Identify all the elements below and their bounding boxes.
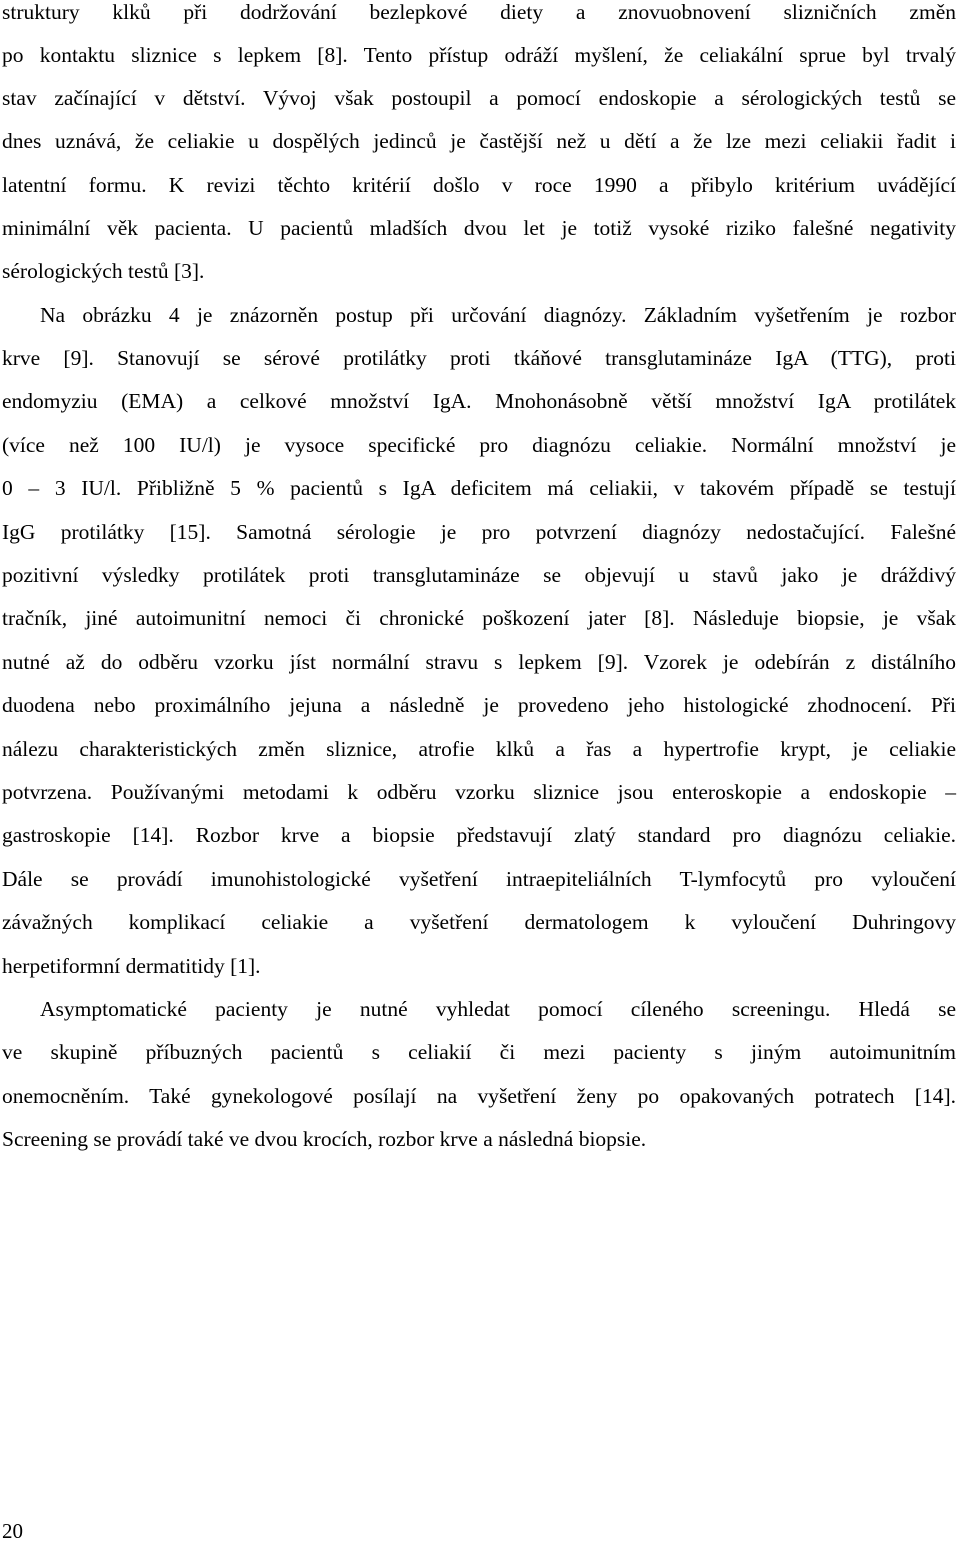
text-line: duodena nebo proximálního jejuna a následně je provedeno jeho histologické zhodnocení. Při [2,693,956,717]
text-line: 0 – 3 IU/l. Přibližně 5 % pacientů s IgA deficitem má celiakii, v takovém případě se testují [2,476,956,500]
text-line: pozitivní výsledky protilátek proti transglutamináze se objevují u stavů jako je dráždivý [2,563,956,587]
text-line: latentní formu. K revizi těchto kritérií došlo v roce 1990 a přibylo kritérium uvádějící [2,173,956,197]
text-line: gastroskopie [14]. Rozbor krve a biopsie představují zlatý standard pro diagnózu celiakie. [2,823,956,847]
text-line: dnes uznává, že celiakie u dospělých jedinců je častější než u dětí a že lze mezi celiakii řadit i [2,129,956,153]
text-line: onemocněním. Také gynekologové posílají na vyšetření ženy po opakovaných potratech [14]. [2,1084,956,1108]
text-line: Dále se provádí imunohistologické vyšetření intraepiteliálních T-lymfocytů pro vyloučení [2,867,956,891]
text-line: potvrzena. Používanými metodami k odběru vzorku sliznice jsou enteroskopie a endoskopie – [2,780,956,804]
text-line: nálezu charakteristických změn sliznice, atrofie klků a řas a hypertrofie krypt, je celiakie [2,737,956,761]
text-line: po kontaktu sliznice s lepkem [8]. Tento přístup odráží myšlení, že celiakální sprue byl trvalý [2,43,956,67]
text-line: IgG protilátky [15]. Samotná sérologie je pro potvrzení diagnózy nedostačující. Falešné [2,520,956,544]
text-line: nutné až do odběru vzorku jíst normální stravu s lepkem [9]. Vzorek je odebírán z distálního [2,650,956,674]
text-line: ve skupině příbuzných pacientů s celiakií či mezi pacienty s jiným autoimunitním [2,1040,956,1064]
text-line: (více než 100 IU/l) je vysoce specifické pro diagnózu celiakie. Normální množství je [2,433,956,457]
text-line: Screening se provádí také ve dvou krocích, rozbor krve a následná biopsie. [2,1127,647,1151]
text-line: stav začínající v dětství. Vývoj však postoupil a pomocí endoskopie a sérologických testů se [2,86,956,110]
text-line: minimální věk pacienta. U pacientů mladších dvou let je totiž vysoké riziko falešné negativity [2,216,956,240]
text-line: Na obrázku 4 je znázorněn postup při určování diagnózy. Základním vyšetřením je rozbor [40,303,956,327]
text-line: Asymptomatické pacienty je nutné vyhledat pomocí cíleného screeningu. Hledá se [40,997,956,1021]
text-line: struktury klků při dodržování bezlepkové diety a znovuobnovení slizničních změn [2,0,956,24]
text-line: tračník, jiné autoimunitní nemoci či chronické poškození jater [8]. Následuje biopsie, je však [2,606,956,630]
text-line: herpetiformní dermatitidy [1]. [2,954,261,978]
text-line: závažných komplikací celiakie a vyšetření dermatologem k vyloučení Duhringovy [2,910,956,934]
page-number: 20 [2,1519,23,1543]
text-line: endomyziu (EMA) a celkové množství IgA. Mnohonásobně větší množství IgA protilátek [2,389,956,413]
text-line: krve [9]. Stanovují se sérové protilátky proti tkáňové transglutamináze IgA (TTG), proti [2,346,956,370]
text-line: sérologických testů [3]. [2,259,205,283]
